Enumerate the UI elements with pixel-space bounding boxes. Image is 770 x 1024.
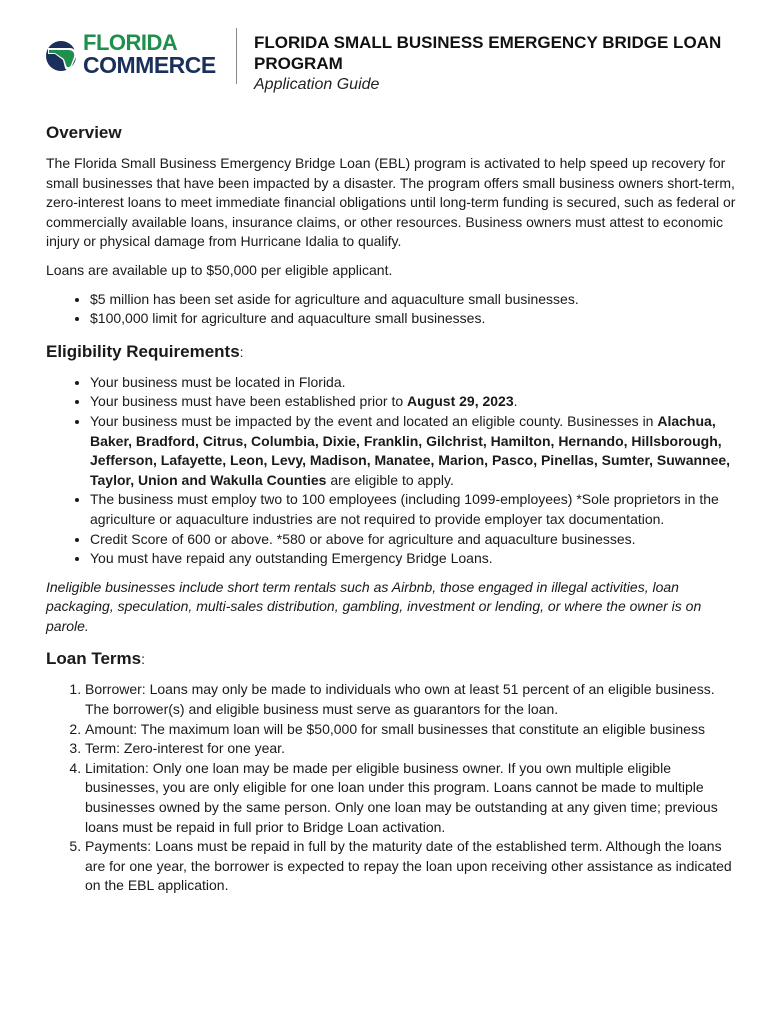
- florida-map-icon: [45, 34, 81, 78]
- text-run: are eligible to apply.: [326, 471, 454, 488]
- list-item: • $100,000 limit for agriculture and aquaculture small businesses.: [90, 309, 736, 329]
- list-item: • Your business must be located in Florida.: [90, 373, 736, 393]
- overview-heading: Overview: [46, 123, 122, 142]
- list-item: • $5 million has been set aside for agriculture and aquaculture small businesses.: [90, 290, 736, 310]
- document-title: FLORIDA SMALL BUSINESS EMERGENCY BRIDGE LOAN PROGRAM: [254, 33, 722, 73]
- heading-colon: :: [239, 343, 244, 360]
- text-run: Your business must be impacted by the event and located an eligible county. Businesses in: [90, 412, 658, 429]
- overview-bullets: [46, 290, 736, 329]
- loan-terms-list: [46, 680, 736, 896]
- list-item: 2. Amount: The maximum loan will be $50,000 for small businesses that constitute an eligible business: [85, 720, 736, 740]
- document-subtitle: Application Guide: [254, 76, 380, 93]
- eligibility-heading-text: Eligibility Requirements: [46, 341, 240, 361]
- eligible-counties: Alachua, Baker, Bradford, Citrus, Columbia, Dixie, Franklin, Gilchrist, Hamilton, Hernando, Hillsborough, Jefferson, Lafayette, Leon, Levy, Madison, Manatee, Marion, Pasco, Pinellas, Sumter, Suwannee, Taylor, Union and Wakulla Counties: [90, 412, 731, 488]
- document-body: [46, 122, 736, 896]
- eligibility-heading: [46, 341, 736, 363]
- list-item: • Credit Score of 600 or above. *580 or above for agriculture and aquaculture businesses.: [90, 530, 736, 550]
- list-item: 1. Borrower: Loans may only be made to individuals who own at least 51 percent of an eligible business. The borrower(s) and eligible business must serve as guarantors for the loan.: [85, 680, 736, 719]
- list-item: • You must have repaid any outstanding Emergency Bridge Loans.: [90, 549, 736, 569]
- heading-colon: :: [141, 651, 145, 668]
- list-item: 4. Limitation: Only one loan may be made per eligible business owner. If you own multiple eligible businesses, you are only eligible for one loan under this program. Loans cannot be made to multiple businesses owned by the same person. Only one loan may be outstanding at any given time; previous loans must be repaid in full prior to Bridge Loan activation.: [85, 759, 736, 837]
- text-run: Your business must have been established prior to: [90, 393, 408, 410]
- list-item: 5. Payments: Loans must be repaid in full by the maturity date of the established term. Although the loans are for one year, the borrower is expected to repay the loan upon receiving other assistance as indicated on the EBL application.: [85, 837, 736, 896]
- overview-paragraph: The Florida Small Business Emergency Bridge Loan (EBL) program is activated to help speed up recovery for small businesses that have been impacted by a disaster. The program offers small business owners short-term, zero-interest loans to meet immediate financial obligations until long-term funding is secured, such as federal or commercially available loans, insurance claims, or other resources. Business owners must attest to economic injury or physical damage from Hurricane Idalia to qualify.: [46, 155, 736, 250]
- title-block: [254, 32, 734, 95]
- list-item: • The business must employ two to 100 employees (including 1099-employees) *Sole proprietors in the agriculture or aquaculture industries are not required to provide employer tax documentation.: [90, 490, 736, 529]
- list-item: [90, 392, 736, 412]
- floridacommerce-logo: [45, 32, 225, 78]
- text-run: .: [513, 393, 518, 410]
- list-item: [90, 412, 736, 490]
- loan-terms-heading-text: Loan Terms: [46, 649, 142, 669]
- established-date: August 29, 2023: [407, 393, 514, 410]
- loan-terms-heading: [46, 648, 736, 670]
- logo-florida-text: FLORIDA: [83, 30, 178, 55]
- eligibility-list: [46, 373, 736, 569]
- loan-availability-text: Loans are available up to $50,000 per eligible applicant.: [46, 261, 393, 278]
- ineligible-note: Ineligible businesses include short term rentals such as Airbnb, those engaged in illegal activities, loan packaging, speculation, multi-sales distribution, gambling, investment or lending, or where the owner is on parole.: [46, 578, 702, 634]
- header-divider: [236, 28, 237, 84]
- list-item: 3. Term: Zero-interest for one year.: [85, 739, 736, 759]
- logo-commerce-text: COMMERCE: [83, 52, 216, 78]
